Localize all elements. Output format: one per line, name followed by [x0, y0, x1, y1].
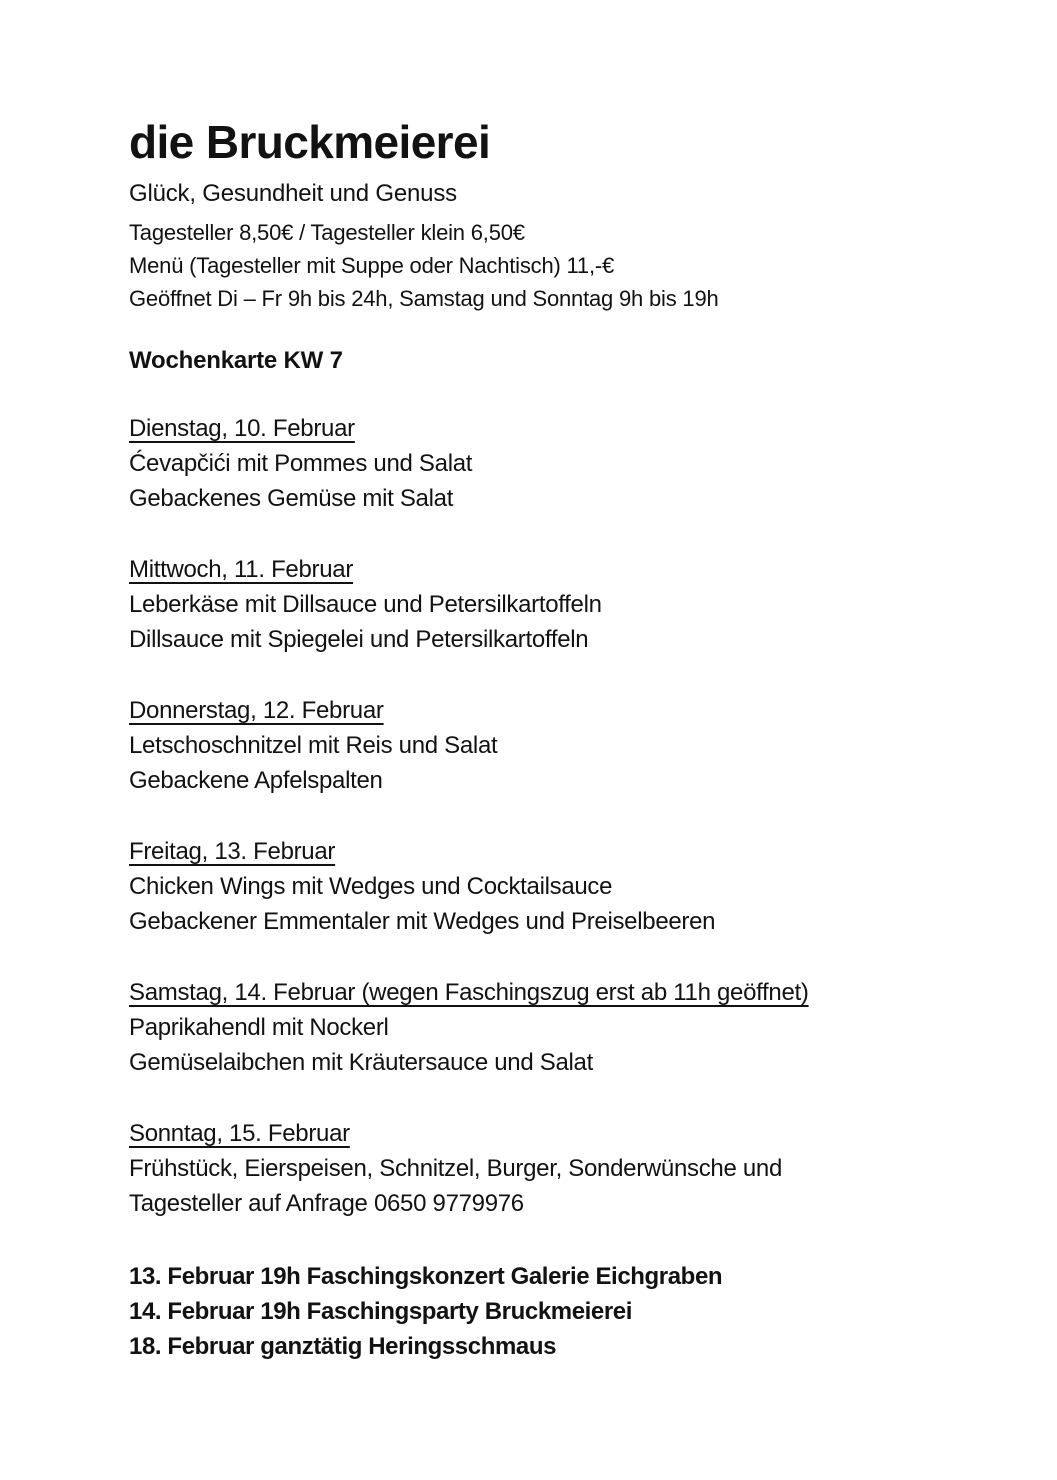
- menu-item: Gebackener Emmentaler mit Wedges und Preiselbeeren: [129, 908, 716, 935]
- price-line: Tagesteller 8,50€ / Tagesteller klein 6,50€: [129, 220, 525, 245]
- menu-item: Gebackene Apfelspalten: [129, 767, 383, 794]
- menu-item: Leberkäse mit Dillsauce und Petersilkartoffeln: [129, 591, 602, 618]
- day-section-sunday: [129, 1116, 987, 1221]
- day-section-friday: [129, 834, 987, 939]
- announcement-line: 18. Februar ganztätig Heringsschmaus: [129, 1333, 557, 1360]
- day-header: Donnerstag, 12. Februar: [129, 697, 384, 724]
- day-header: Sonntag, 15. Februar: [129, 1120, 350, 1147]
- day-section-saturday: [129, 975, 987, 1080]
- opening-hours-line: Geöffnet Di – Fr 9h bis 24h, Samstag und Sonntag 9h bis 19h: [129, 286, 719, 311]
- announcement-line: 14. Februar 19h Faschingsparty Bruckmeierei: [129, 1298, 633, 1325]
- week-heading: Wochenkarte KW 7: [129, 347, 343, 374]
- day-section-thursday: [129, 693, 987, 798]
- day-header: Samstag, 14. Februar (wegen Faschingszug erst ab 11h geöffnet): [129, 979, 809, 1006]
- menu-item: Gemüselaibchen mit Kräutersauce und Salat: [129, 1049, 593, 1076]
- menu-item: Letschoschnitzel mit Reis und Salat: [129, 732, 498, 759]
- page-title: die Bruckmeierei: [129, 116, 491, 168]
- day-header: Freitag, 13. Februar: [129, 838, 336, 865]
- day-header: Mittwoch, 11. Februar: [129, 556, 354, 583]
- info-block: [129, 216, 987, 315]
- menu-item: Ćevapčići mit Pommes und Salat: [129, 450, 473, 477]
- menu-item: Paprikahendl mit Nockerl: [129, 1014, 389, 1041]
- day-section-tuesday: [129, 411, 987, 516]
- menu-item: Gebackenes Gemüse mit Salat: [129, 485, 454, 512]
- menu-item: Dillsauce mit Spiegelei und Petersilkartoffeln: [129, 626, 589, 653]
- announcement-line: 13. Februar 19h Faschingskonzert Galerie Eichgraben: [129, 1263, 723, 1290]
- menu-item: Frühstück, Eierspeisen, Schnitzel, Burger, Sonderwünsche und: [129, 1155, 783, 1182]
- day-header: Dienstag, 10. Februar: [129, 415, 355, 442]
- announcements-block: [129, 1259, 987, 1364]
- day-section-wednesday: [129, 552, 987, 657]
- menu-price-line: Menü (Tagesteller mit Suppe oder Nachtisch) 11,-€: [129, 253, 615, 278]
- menu-item: Chicken Wings mit Wedges und Cocktailsauce: [129, 873, 613, 900]
- menu-item: Tagesteller auf Anfrage 0650 9779976: [129, 1190, 524, 1217]
- tagline: Glück, Gesundheit und Genuss: [129, 180, 457, 207]
